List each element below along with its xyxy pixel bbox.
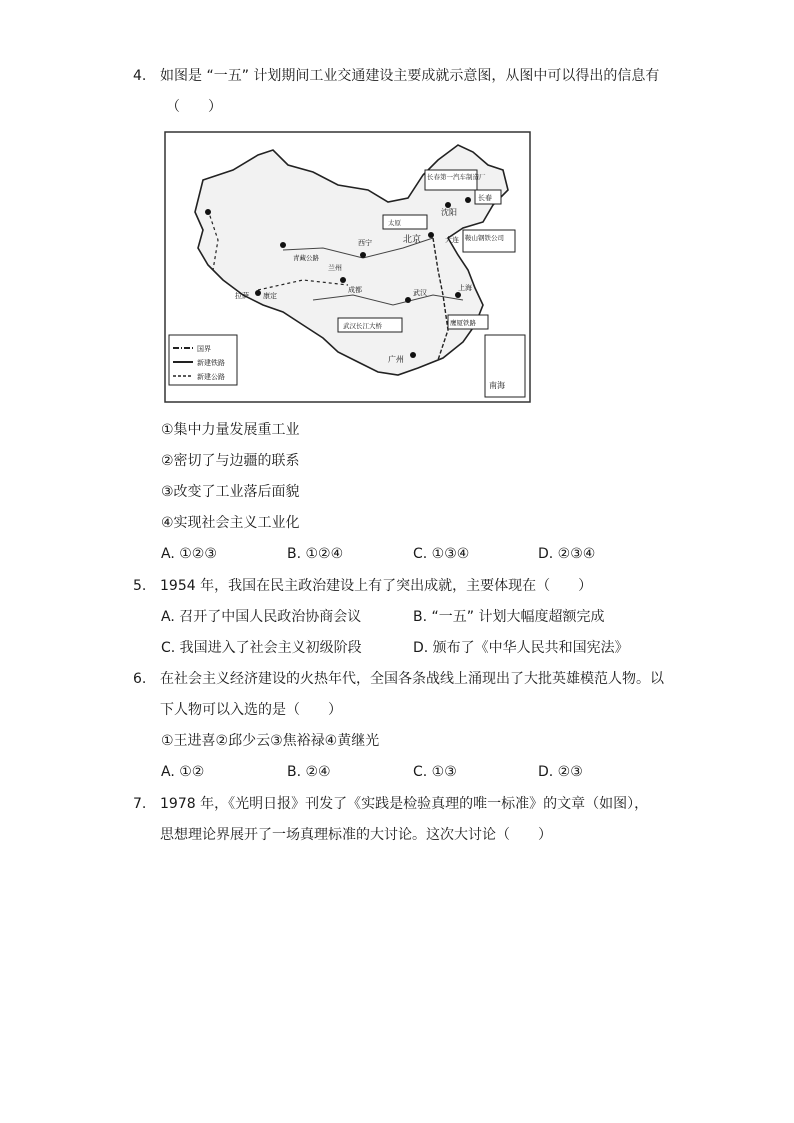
question-stem: 1978 年，《光明日报》刊发了《实践是检验真理的唯一标准》的文章（如图）， bbox=[160, 796, 649, 812]
map-label-lanzhou: 兰州 bbox=[328, 264, 342, 272]
map-label-guangzhou: 广州 bbox=[388, 355, 404, 364]
map-label-wuhan: 武汉 bbox=[413, 289, 427, 297]
option-b[interactable]: B. ②④ bbox=[287, 764, 331, 780]
legend-highway: 新建公路 bbox=[197, 373, 225, 381]
question-stem: 1954 年，我国在民主政治建设上有了突出成就，主要体现在（ ） bbox=[160, 578, 593, 594]
map-label-wuhan-bridge: 武汉长江大桥 bbox=[343, 322, 382, 330]
statements-line: ①王进喜②邱少云③焦裕禄④黄继光 bbox=[161, 733, 380, 749]
option-c[interactable]: C. ①③④ bbox=[413, 546, 470, 562]
map-label-qingzang: 青藏公路 bbox=[293, 254, 319, 262]
map-svg bbox=[163, 130, 533, 405]
option-a[interactable]: A. ①② bbox=[161, 764, 205, 780]
map-label-shanghai: 上海 bbox=[458, 284, 472, 292]
option-a[interactable]: A. 召开了中国人民政治协商会议 bbox=[161, 609, 362, 625]
option-c[interactable]: C. ①③ bbox=[413, 764, 457, 780]
option-c[interactable]: C. 我国进入了社会主义初级阶段 bbox=[161, 640, 362, 656]
map-label-changchun-auto: 长春第一汽车制造厂 bbox=[427, 173, 486, 181]
option-d[interactable]: D. ②③ bbox=[538, 764, 583, 780]
map-label-chengdu: 成都 bbox=[348, 286, 362, 294]
map-label-lhasa: 拉萨 bbox=[235, 292, 249, 300]
map-label-anshan: 鞍山钢铁公司 bbox=[465, 234, 504, 242]
question-number: 5. bbox=[133, 578, 147, 594]
question-stem-cont: 思想理论界展开了一场真理标准的大讨论。这次大讨论（ ） bbox=[160, 827, 552, 843]
industrial-map-figure bbox=[163, 130, 533, 405]
question-stem: 如图是 “一五” 计划期间工业交通建设主要成就示意图，从图中可以得出的信息有 bbox=[160, 68, 660, 84]
option-d[interactable]: D. ②③④ bbox=[538, 546, 596, 562]
map-label-south-sea: 南海 bbox=[489, 381, 505, 390]
option-b[interactable]: B. ①②④ bbox=[287, 546, 344, 562]
map-label-yingxia: 鹰厦铁路 bbox=[450, 319, 476, 327]
map-label-dalian: 大连 bbox=[445, 236, 459, 244]
map-label-xining: 西宁 bbox=[358, 239, 372, 247]
question-stem-cont: 下人物可以入选的是（ ） bbox=[160, 702, 342, 718]
question-number: 4. bbox=[133, 68, 147, 84]
option-d[interactable]: D. 颁布了《中华人民共和国宪法》 bbox=[413, 640, 629, 656]
legend-border: 国界 bbox=[197, 345, 211, 353]
map-label-beijing: 北京 bbox=[403, 235, 422, 245]
map-label-changchun: 长春 bbox=[478, 194, 492, 202]
statement-3: ③改变了工业落后面貌 bbox=[161, 484, 300, 500]
question-stem: 在社会主义经济建设的火热年代，全国各条战线上涌现出了大批英雄模范人物。以 bbox=[160, 671, 664, 687]
map-label-kangding: 康定 bbox=[263, 292, 277, 300]
map-label-shenyang: 沈阳 bbox=[441, 208, 457, 217]
option-a[interactable]: A. ①②③ bbox=[161, 546, 217, 562]
question-number: 7. bbox=[133, 796, 147, 812]
statement-4: ④实现社会主义工业化 bbox=[161, 515, 300, 531]
map-label-taiyuan: 太原 bbox=[388, 219, 401, 227]
option-b[interactable]: B. “一五” 计划大幅度超额完成 bbox=[413, 609, 605, 625]
statement-2: ②密切了与边疆的联系 bbox=[161, 453, 300, 469]
legend-railway: 新建铁路 bbox=[197, 359, 225, 367]
answer-bracket: （ ） bbox=[166, 99, 222, 115]
question-number: 6. bbox=[133, 671, 147, 687]
statement-1: ①集中力量发展重工业 bbox=[161, 422, 300, 438]
